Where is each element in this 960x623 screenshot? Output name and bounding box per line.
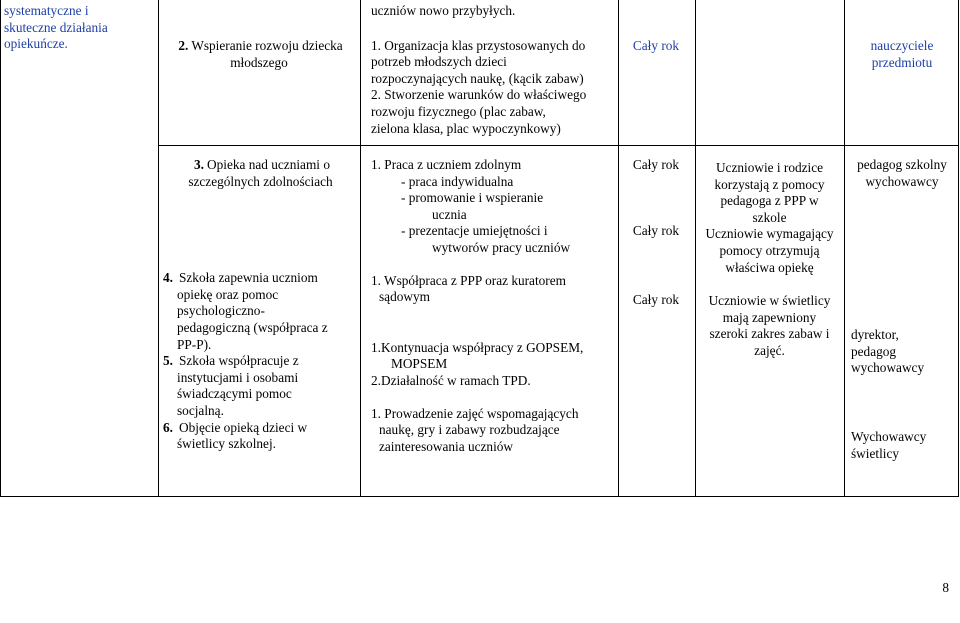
effect-1-line-5: Uczniowie wymagający [705,226,834,242]
action-4-line-2: sądowym [379,289,430,305]
effect-1-line-6: pomocy otrzymują [719,242,820,258]
responsible-4 [851,327,956,377]
topic-4 [163,270,358,353]
topic-6 [163,420,358,453]
topic-5-line-4: socjalną. [177,402,224,418]
item-number-4: 4. [163,270,173,286]
actions-2-line-3: rozpoczynających naukę, (kącik zabaw) [371,70,584,86]
responsible-6 [851,429,956,462]
topic-5-line-1: Szkoła współpracuje z [179,353,299,369]
carry-line: uczniów nowo przybyłych. [371,3,516,18]
topic-4-line-3: psychologiczno- [177,303,265,319]
effect-2-line-2: mają zapewniony [722,309,817,325]
action-5-line-1: 1.Kontynuacja współpracy z GOPSEM, [371,339,584,355]
cell-topics-3-6 [163,157,358,453]
action-5-line-2: MOPSEM [391,356,448,372]
item-number-3: 3. [194,157,204,172]
responsible-2-line-1: nauczyciele [870,38,934,53]
action-3-dash-2b: ucznia [432,206,467,222]
effect-1-line-7: właściwa opiekę [725,259,814,275]
actions-2-line-1: 1. Organizacja klas przystosowanych do [371,37,586,53]
cell-topic-2 [160,38,358,71]
responsible-4-line-2: pedagog [851,343,897,359]
effect-1-line-3: pedagoga z PPP w [720,193,819,209]
topic-4-line-2: opiekę oraz pomoc [177,286,279,302]
table-border-col4 [695,0,696,496]
cell-col1-text [4,3,154,53]
action-6-line-1: 1. Prowadzenie zajęć wspomagających [371,405,579,421]
topic-3-line-2: szczególnych zdolnościach [188,173,333,189]
table-border-col5 [844,0,845,496]
term-3: Cały rok [632,157,680,172]
responsible-6-line-1: Wychowawcy [851,429,927,444]
cell-responsible-2 [846,38,958,71]
col1-line-1: systematyczne i [4,3,89,18]
responsible-6-line-2: świetlicy [851,445,900,461]
effect-2-line-1: Uczniowie w świetlicy [708,293,831,309]
topic-4-line-1: Szkoła zapewnia uczniom [179,270,318,286]
actions-2-line-4: 2. Stworzenie warunków do właściwego [371,87,587,103]
responsible-4-line-1: dyrektor, [851,327,899,342]
action-5-line-3: 2.Działalność w ramach TPD. [371,372,531,388]
action-3-dash-3b: wytworów pracy uczniów [432,239,571,255]
topic-2-line-2: młodszego [230,54,288,70]
topic-5 [163,353,358,419]
item-number-2: 2. [178,38,189,53]
topic-5-line-2: instytucjami i osobami [177,369,299,385]
responsible-3-line-2: wychowawcy [865,173,939,189]
cell-actions-2 [371,3,615,137]
effect-2-line-4: zajęć. [754,342,785,358]
topic-5-line-3: świadczącymi pomoc [177,386,292,402]
term-4: Cały rok [632,292,680,307]
topic-4-line-4: pedagogiczną (współpraca z [177,319,328,335]
action-4-line-1: 1. Współpraca z PPP oraz kuratorem [371,272,566,288]
table-border-col1 [158,0,159,496]
cell-effects-3-6 [697,160,842,360]
topic-6-line-2: świetlicy szkolnej. [177,436,276,452]
table-border-right [958,0,959,496]
action-6-line-3: zainteresowania uczniów [379,438,514,454]
topic-4-line-5: PP-P). [177,336,212,352]
responsible-4-line-3: wychowawcy [851,360,925,376]
responsible-2-line-2: przedmiotu [871,54,933,70]
term-3b: Cały rok [632,223,680,238]
responsible-3 [846,157,958,190]
table-border-col3 [618,0,619,496]
topic-3-line-1: Opieka nad uczniami o [207,157,330,172]
effect-2-line-3: szeroki zakres zabaw i [709,326,830,342]
cell-actions-3-6 [371,157,615,455]
responsible-3-line-1: pedagog szkolny [857,157,947,172]
effect-1-line-4: szkole [752,209,787,225]
effect-1-line-1: Uczniowie i rodzice [715,160,824,175]
topic-2-line-1: Wspieranie rozwoju dziecka [191,38,343,53]
action-3-dash-2: - promowanie i wspieranie [401,190,544,206]
col1-line-3: opiekuńcze. [4,36,68,52]
item-number-6: 6. [163,419,173,435]
page-number: 8 [942,580,949,595]
actions-2-line-5: rozwoju fizycznego (plac zabaw, [371,103,546,119]
action-3-title: 1. Praca z uczniem zdolnym [371,157,522,172]
actions-2-line-6: zielona klasa, plac wypoczynkowy) [371,120,561,136]
table-border-col2 [360,0,361,496]
row-divider [158,145,959,146]
topic-6-line-1: Objęcie opieką dzieci w [179,419,308,435]
topic-3 [163,157,358,190]
table-border-bottom [0,496,959,497]
item-number-5: 5. [163,353,173,369]
actions-2-line-2: potrzeb młodszych dzieci [371,54,507,70]
effect-1-line-2: korzystają z pomocy [714,176,825,192]
action-3-dash-3: - prezentacje umiejętności i [401,223,548,239]
action-6-line-2: naukę, gry i zabawy rozbudzające [379,422,560,438]
action-3-dash-1: - praca indywidualna [401,173,514,189]
col1-line-2: skuteczne działania [4,19,108,35]
table-border-left [0,0,1,496]
cell-term-2: Cały rok [632,38,680,53]
